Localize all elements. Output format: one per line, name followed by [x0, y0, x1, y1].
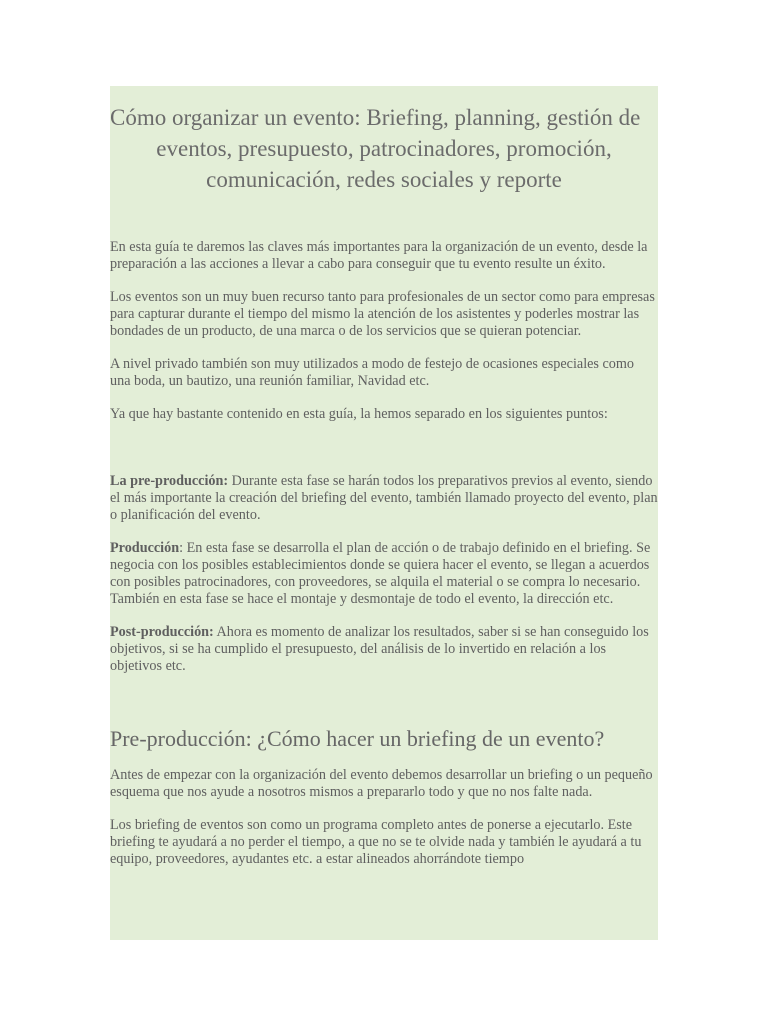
section-heading: Pre-producción: ¿Cómo hacer un briefing de un evento? — [110, 726, 605, 751]
intro-paragraph-2: Los eventos son un muy buen recurso tanto para profesionales de un sector como para empresas para capturar durante el tiempo del mismo la atención de los asistentes y poderles mostrar las bondades de un producto, de una marca o de los servicios que se quieran potenciar. — [110, 289, 655, 339]
phase-term: Producción — [110, 540, 180, 556]
phase-text: Durante esta fase se harán todos los preparativos previos al evento, siendo el más importante la creación del briefing del evento, también llamado proyecto del evento, plan o planificación del evento. — [110, 473, 658, 523]
spacer — [110, 691, 658, 725]
phase-text: Ahora es momento de analizar los resultados, saber si se han conseguido los objetivos, si se ha cumplido el presupuesto, del análisis de lo invertido en relación a los objetivos etc. — [110, 624, 649, 674]
phase-preproduccion — [110, 473, 658, 524]
phase-produccion — [110, 540, 658, 608]
section-paragraph-1: Antes de empezar con la organización del evento debemos desarrollar un briefing o un pequeño esquema que nos ayude a nosotros mismos a prepararlo todo y que no nos falte nada. — [110, 767, 653, 800]
page-title — [110, 86, 658, 195]
title-line-3: comunicación, redes sociales y reporte — [206, 167, 562, 192]
phase-term: Post-producción: — [110, 624, 214, 640]
document-body — [110, 239, 658, 884]
document-page — [110, 86, 658, 940]
spacer — [110, 439, 658, 473]
section-paragraph-2: Los briefing de eventos son como un programa completo antes de ponerse a ejecutarlo. Este briefing te ayudará a no perder el tiempo, a que no se te olvide nada y también le ayudará a tu equipo, proveedores, ayudantes etc. a estar alineados ahorrándote tiempo — [110, 817, 642, 867]
title-line-2: eventos, presupuesto, patrocinadores, promoción, — [156, 136, 612, 161]
phase-term: La pre-producción: — [110, 473, 229, 489]
intro-paragraph-4: Ya que hay bastante contenido en esta guía, la hemos separado en los siguientes puntos: — [110, 406, 608, 422]
title-line-1 — [110, 102, 658, 133]
phase-text: : En esta fase se desarrolla el plan de acción o de trabajo definido en el briefing. Se negocia con los posibles establecimientos donde se quiera hacer el evento, se llegan a acuerdos con posibles patrocinadores, con proveedores, se alquila el material o se compra lo necesario. También en esta fase se hace el montaje y desmontaje de todo el evento, la dirección etc. — [110, 540, 651, 607]
phase-postproduccion — [110, 624, 658, 675]
intro-paragraph-1: En esta guía te daremos las claves más importantes para la organización de un evento, desde la preparación a las acciones a llevar a cabo para conseguir que tu evento resulte un éxito. — [110, 239, 648, 272]
intro-paragraph-3: A nivel privado también son muy utilizados a modo de festejo de ocasiones especiales como una boda, un bautizo, una reunión familiar, Navidad etc. — [110, 356, 635, 389]
title-line-1-text: Cómo organizar un evento: Briefing, planning, gestión de — [110, 105, 641, 130]
